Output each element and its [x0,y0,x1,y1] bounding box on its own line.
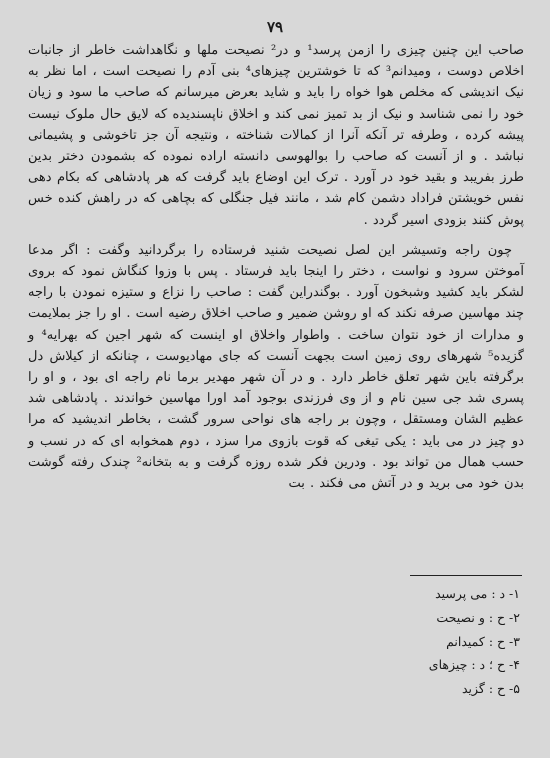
paragraph-1: صاحب این چنین چیزی را ازمن پرسد¹ و در² نصیحت ملها و نگاهداشت خاطر از جانبات اخلاص دوست ، ومیدانم³ که تا خوشترین چیزهای⁴ بنی آدم را نصیحت است ، اما نظر به نیک اندیشی که مخلص هوا خواه را باید و شاید بعرض میرسانم که صاحب ما سود و زیان خود را نمی شناسد و نیک از بد تمیز نمی کند و اخلاق ناپسندیده که لایق حال ملوک نیست پیشه کرده ، وطرفه تر آنکه آنرا از کمالات شناخته ، ونتیجه آن جز تاخوشی و پشیمانی نباشد . و از آنست که صاحب را بوالهوسی دانسته اراده نموده که بشمودن دختر بدین طرز بفریبد و بقید خود در آورد . ترک این اوضاع باید گرفت که هر پادشاهی که بکام دهی نفس خویشتن فراداد دشمن کام شد ، مانند فیل جنگلی که بچاهی که در راهش کنده خس پوش کنند بزودی اسیر گردد . [28,43,524,228]
footnote-3: ۳- ح : کمیدانم [446,633,520,649]
footnote-divider [410,575,522,576]
footnote-4: ۴- ح ؛ د : چیزهای [428,657,520,673]
page-number: ۷۹ [266,18,284,36]
footnote-1: ۱- د : می پرسید [435,586,520,601]
paragraph-2: چون راجه وتسیشر این لصل نصیحت شنید فرستاده را برگردانید وگفت : اگر مدعا آموختن سرود و نواست ، دختر را اینجا باید فرستاد . پس با وزوا کنگاش نمود که بروی لشکر باید کشید وشبخون آورد . بوگندراین گفت : صاحب را نزاع و ستیزه نمودن با راجه چند مهاسین صرفه نکند که او روشن ضمیر و صاحب اخلاق رضیه است . او را جز بملایمت و مدارات از خود نتوان ساخت . واطوار واخلاق او اینست که شهر اجین که بهرایه⁴ و گزیده⁵ شهرهای روی زمین است بجهت آنست که جای مهادیوست ، چنانکه از کیلاش دل برگرفته باین شهر تعلق خاطر دارد . و در آن شهر مهدیر برما نام راجه ای بود ، و او را پسری شد جی سین نام و از وی فرزندی بوجود آمد اورا مهاسین خواندند . پادشاهی شد عظیم الشان ومستقل ، وچون بر راجه های نواحی سرور گشت ، بخاطر اندیشید که مرا دو چیز در می باید : یکی تیغی که قوت بازوی مرا سزد ، دوم همخوابه ای که در نسب و حسب همال من تواند بود . ودرین فکر شده روزه گرفت و به بتخانه² چندک رفته گوشت بدن خود می برید و در آتش می فکند . بت [28,242,524,492]
footnote-2: ۲- ح : و نصیحت [436,609,520,625]
main-text [28,40,524,494]
footnotes [320,582,520,701]
footnote-5: ۵- ح : گزید [461,681,520,697]
